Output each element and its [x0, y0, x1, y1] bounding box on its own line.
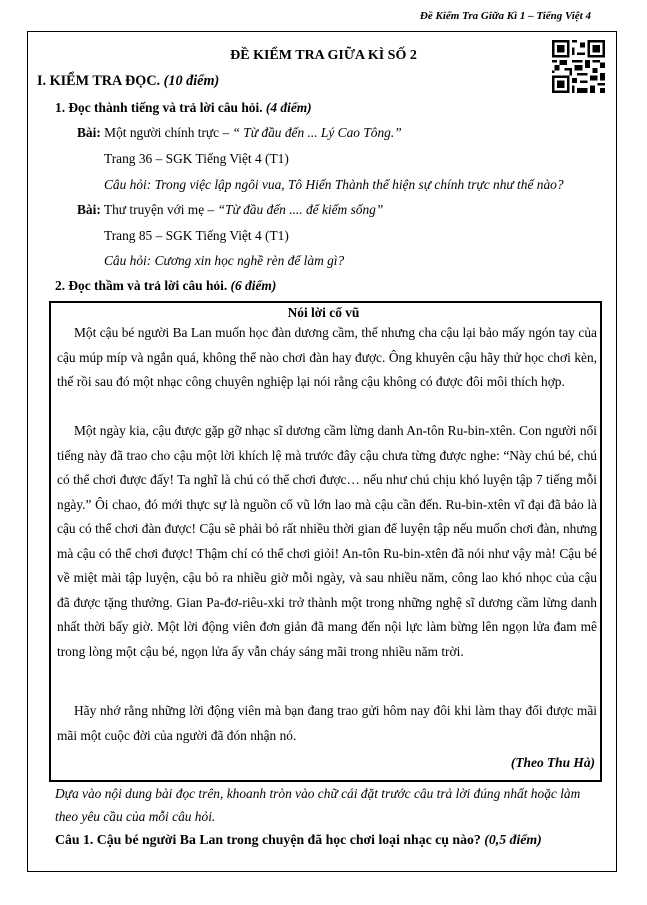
page-header: Đề Kiểm Tra Giữa Kì 1 – Tiếng Việt 4	[419, 10, 591, 22]
section-label: I. KIỂM TRA ĐỌC.	[37, 73, 161, 89]
lesson-2-range: “Từ đầu đến .... để kiếm sống”	[217, 202, 384, 217]
lesson-2-prefix: Bài:	[77, 202, 101, 217]
lesson-1-range: “ Từ đầu đến ... Lý Cao Tông.”	[232, 125, 402, 140]
story-paragraph-1: Một cậu bé người Ba Lan muốn học đàn dương cầm, thế nhưng cha cậu lại bảo mấy ngón tay của cậu múp míp và ngắn quá, không thể nào chơi đàn hay được. Ông khuyên cậu hãy thử học chơi kèn, thế rồi sau đó một nhạc công chuyên nghiệp lại nói rằng cậu không có được đôi môi thích hợp.	[57, 325, 597, 389]
section-points: (10 điểm)	[163, 73, 220, 89]
question-1-label: Câu 1. Cậu bé người Ba Lan trong chuyện đã học chơi loại nhạc cụ nào?	[55, 832, 481, 847]
instruction-text: Dựa vào nội dung bài đọc trên, khoanh tròn vào chữ cái đặt trước câu trả lời đúng nhất hoặc làm theo yêu cầu của mỗi câu hỏi.	[55, 786, 581, 824]
story-paragraph-2: Một ngày kia, cậu được gặp gỡ nhạc sĩ dương cầm lừng danh An-tôn Ru-bin-xtên. Con người nổi tiếng này đã trao cho cậu một lời khích lệ mà trước đây cậu chưa từng được nghe: “Này chú bé, chú có thể chơi được đấy! Ta nghĩ là chú có thể chơi được… nếu như chú chịu khó luyện tập 7 tiếng mỗi ngày.” Ôi chao, đó mới thực sự là nguồn cổ vũ lớn lao mà cậu cần đến. Ru-bin-xtên vĩ đại đã bảo là cậu có thể chơi đàn được! Cậu sẽ phải bỏ rất nhiều thời gian để luyện tập nếu muốn chơi đàn, nhưng mà cậu có thể chơi được! Thậm chí có thể chơi giỏi! An-tôn Ru-bin-xtên đã nói như vậy mà! Cậu bé về miệt mài tập luyện, cậu bỏ ra nhiều giờ mỗi ngày, và sau nhiều năm, công lao khó nhọc của cậu đã được tặng thưởng. Gian Pa-đơ-riêu-xki trở thành một trong những nghệ sĩ dương cầm lừng danh nhất thời bấy giờ. Một lời động viên đơn giản đã mang đến nội lực làm bừng lên ngọn lửa đam mê trong lòng một cậu bé, ngọn lửa ấy vẫn cháy sáng mãi trong nhiều năm trời.	[57, 423, 597, 659]
lesson-1-name: Một người chính trực –	[104, 125, 233, 140]
question-1	[55, 832, 542, 848]
lesson-2	[77, 202, 383, 218]
part-2-label: 2. Đọc thầm và trả lời câu hỏi.	[55, 278, 228, 293]
story-source: (Theo Thu Hà)	[510, 755, 595, 770]
part-1-label: 1. Đọc thành tiếng và trả lời câu hỏi.	[55, 100, 263, 115]
part-2-points: (6 điểm)	[230, 278, 277, 293]
lesson-2-question: Câu hỏi: Cương xin học nghề rèn để làm gì?	[104, 253, 345, 268]
qr-code-icon	[552, 40, 605, 93]
lesson-1	[77, 125, 402, 141]
lesson-1-question: Câu hỏi: Trong việc lập ngôi vua, Tô Hiến Thành thể hiện sự chính trực như thế nào?	[104, 177, 564, 192]
part-1-points: (4 điểm)	[265, 100, 312, 115]
part-1-heading	[55, 100, 312, 116]
lesson-1-page: Trang 36 – SGK Tiếng Việt 4 (T1)	[104, 151, 289, 166]
part-2-heading	[55, 278, 276, 294]
story-paragraph-3: Hãy nhớ rằng những lời động viên mà bạn đang trao gửi hôm nay đôi khi làm thay đổi được mãi mãi một cuộc đời của người đã đón nhận nó.	[57, 703, 597, 743]
section-reading	[37, 73, 219, 90]
lesson-2-name: Thư truyện với mẹ –	[103, 202, 218, 217]
exam-title: ĐỀ KIỂM TRA GIỮA KÌ SỐ 2	[230, 48, 417, 63]
story-title: Nói lời cổ vũ	[287, 305, 360, 320]
lesson-2-page: Trang 85 – SGK Tiếng Việt 4 (T1)	[104, 228, 289, 243]
lesson-1-prefix: Bài:	[77, 125, 101, 140]
question-1-points: (0,5 điểm)	[484, 832, 542, 847]
